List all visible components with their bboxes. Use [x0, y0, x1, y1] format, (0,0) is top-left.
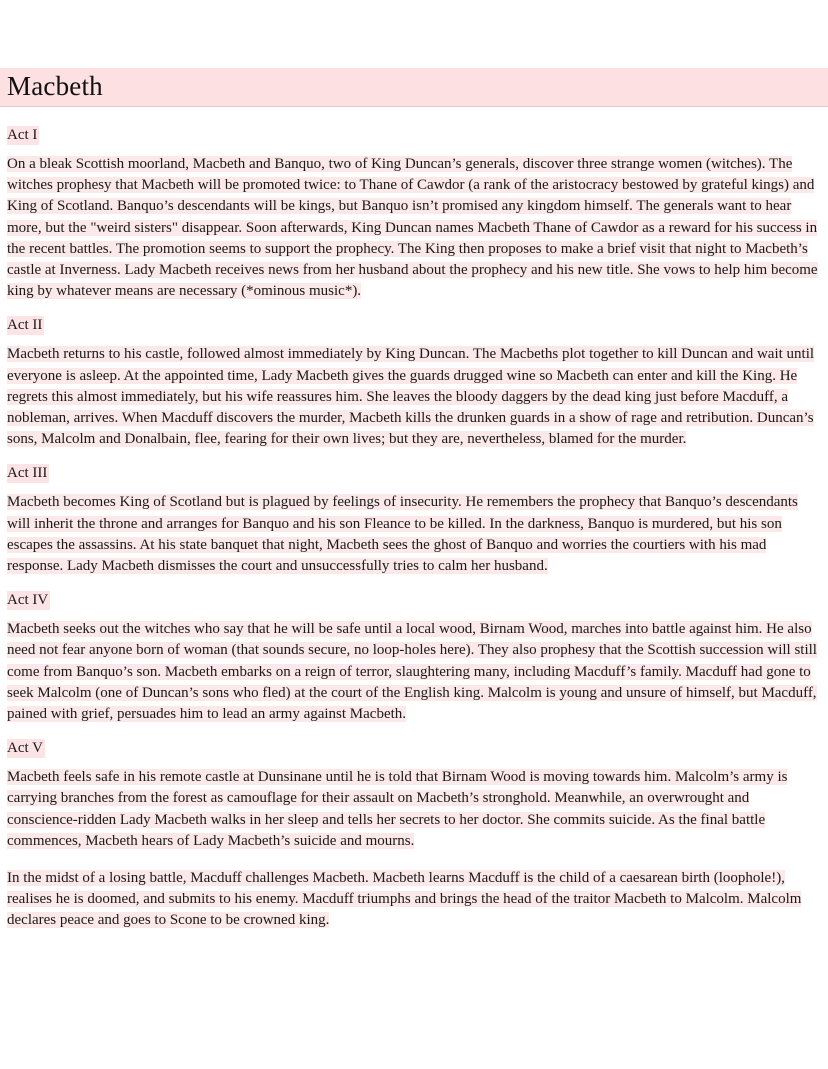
act-section-4 [7, 591, 822, 725]
act-section-5 [7, 739, 822, 931]
page-title: Macbeth [7, 71, 103, 101]
document-body [7, 126, 822, 932]
act-paragraph [7, 619, 822, 725]
act-section-2 [7, 316, 822, 450]
paragraph-text: On a bleak Scottish moorland, Macbeth and Banquo, two of King Duncan’s generals, discover three strange women (witches). The witches prophesy that Macbeth will be promoted twice: to Thane of Cawdor (a rank of the aristocracy bestowed by grateful kings) and King of Scotland. Banquo’s descendants will be kings, but Banquo isn’t promised any kingdom himself. The generals want to hear more, but the "weird sisters" disappear. Soon afterwards, King Duncan names Macbeth Thane of Cawdor as a reward for his success in the recent battles. The promotion seems to support the prophecy. The King then proposes to make a brief visit that night to Macbeth’s castle at Inverness. Lady Macbeth receives news from her husband about the prophecy and his new title. She vows to help him become king by whatever means are necessary (*ominous music*). [7, 156, 818, 300]
act-heading: Act III [7, 465, 48, 482]
paragraph-text: Macbeth returns to his castle, followed almost immediately by King Duncan. The Macbeths plot together to kill Duncan and wait until everyone is asleep. At the appointed time, Lady Macbeth gives the guards drugged wine so Macbeth can enter and kill the King. He regrets this almost immediately, but his wife reassures him. She leaves the bloody daggers by the dead king just before Macduff, a nobleman, arrives. When Macduff discovers the murder, Macbeth kills the drunken guards in a show of rage and retribution. Duncan’s sons, Malcolm and Donalbain, flee, fearing for their own lives; but they are, nevertheless, blamed for the murder. [7, 346, 815, 448]
act-paragraph [7, 767, 822, 852]
paragraph-text: Macbeth feels safe in his remote castle at Dunsinane until he is told that Birnam Wood is moving towards him. Malcolm’s army is carrying branches from the forest as camouflage for their assault on Macbeth’s stronghold. Meanwhile, an overwrought and conscience-ridden Lady Macbeth walks in her sleep and tells her secrets to her doctor. She commits suicide. As the final battle commences, Macbeth hears of Lady Macbeth’s suicide and mourns. [7, 769, 788, 849]
act-section-3 [7, 464, 822, 577]
act-paragraph [7, 344, 822, 450]
paragraph-text: Macbeth seeks out the witches who say that he will be safe until a local wood, Birnam Wood, marches into battle against him. He also need not fear anyone born of woman (that sounds secure, no loop-holes here). They also prophesy that the Scottish succession will still come from Banquo’s son. Macbeth embarks on a reign of terror, slaughtering many, including Macduff’s family. Macduff had gone to seek Malcolm (one of Duncan’s sons who fled) at the court of the English king. Malcolm is young and unsure of himself, but Macduff, pained with grief, persuades him to lead an army against Macbeth. [7, 621, 817, 723]
title-banner [0, 68, 828, 107]
act-section-1 [7, 126, 822, 302]
act-paragraph [7, 154, 822, 302]
act-heading: Act I [7, 127, 38, 143]
paragraph-text: Macbeth becomes King of Scotland but is plagued by feelings of insecurity. He remembers the prophecy that Banquo’s descendants will inherit the throne and arranges for Banquo and his son Fleance to be killed. In the darkness, Banquo is murdered, but his son escapes the assassins. At his state banquet that night, Macbeth sees the ghost of Banquo and worries the courtiers with his mad response. Lady Macbeth dismisses the court and unsuccessfully tries to calm her husband. [7, 494, 798, 575]
act-heading: Act IV [7, 592, 49, 609]
paragraph-text: In the midst of a losing battle, Macduff challenges Macbeth. Macbeth learns Macduff is the child of a caesarean birth (loophole!), realises he is doomed, and submits to his enemy. Macduff triumphs and brings the head of the traitor Macbeth to Malcolm. Malcolm declares peace and goes to Scone to be crowned king. [7, 870, 802, 929]
act-paragraph [7, 492, 822, 577]
act-paragraph [7, 868, 822, 932]
act-heading: Act II [7, 317, 43, 334]
act-heading: Act V [7, 740, 43, 757]
